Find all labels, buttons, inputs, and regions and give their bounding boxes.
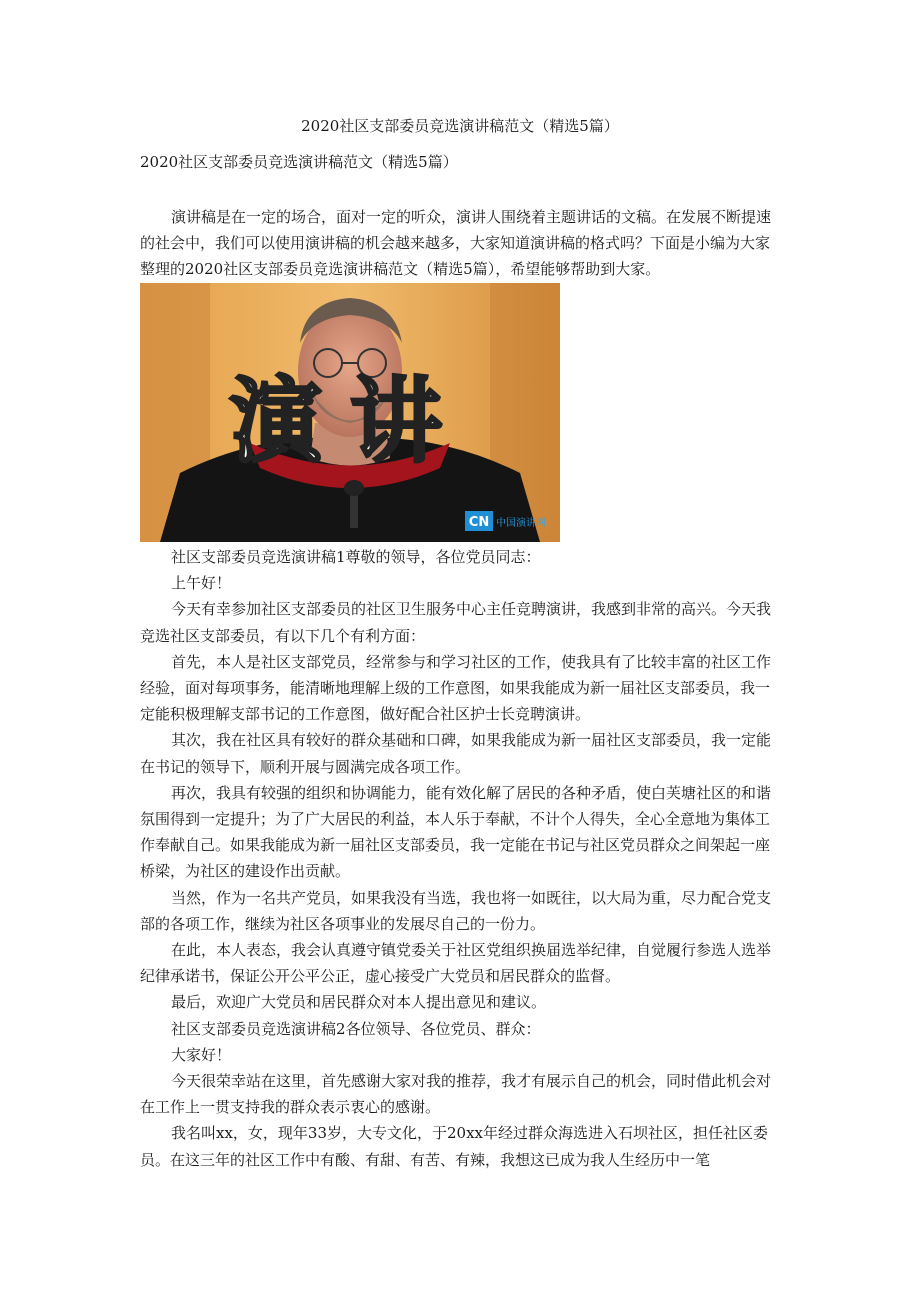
paragraph: 今天很荣幸站在这里，首先感谢大家对我的推荐，我才有展示自己的机会，同时借此机会对在工作上一贯支持我的群众表示衷心的感谢。	[140, 1072, 772, 1117]
paragraph: 当然，作为一名共产党员，如果我没有当选，我也将一如既往，以大局为重，尽力配合党支部的各项工作，继续为社区各项事业的发展尽自己的一份力。	[140, 888, 772, 933]
overlay-title: 演讲	[229, 368, 471, 475]
paragraph: 社区支部委员竞选演讲稿1尊敬的领导，各位党员同志：	[171, 548, 541, 566]
body-text	[140, 544, 780, 1173]
paragraph: 其次，我在社区具有较好的群众基础和口碑，如果我能成为新一届社区支部委员，我一定能在书记的领导下，顺利开展与圆满完成各项工作。	[140, 731, 772, 776]
document-title: 2020社区支部委员竞选演讲稿范文（精选5篇）	[301, 117, 619, 135]
document-subtitle: 2020社区支部委员竞选演讲稿范文（精选5篇）	[140, 153, 458, 171]
speech-photo	[140, 283, 560, 542]
paragraph: 首先，本人是社区支部党员，经常参与和学习社区的工作，使我具有了比较丰富的社区工作经验，面对每项事务，能清晰地理解上级的工作意图，如果我能成为新一届社区支部委员，我一定能积极理解支部书记的工作意图，做好配合社区护士长竞聘演讲。	[140, 652, 772, 724]
paragraph: 我名叫xx，女，现年33岁，大专文化，于20xx年经过群众海选进入石坝社区，担任社区委员。在这三年的社区工作中有酸、有甜、有苦、有辣，我想这已成为我人生经历中一笔	[140, 1124, 769, 1169]
paragraph: 大家好！	[171, 1045, 232, 1064]
paragraph: 最后，欢迎广大党员和居民群众对本人提出意见和建议。	[171, 993, 547, 1012]
logo-text: CN	[468, 515, 490, 530]
paragraph: 在此，本人表态，我会认真遵守镇党委关于社区党组织换届选举纪律，自觉履行参选人选举纪律承诺书，保证公开公平公正，虚心接受广大党员和居民群众的监督。	[140, 941, 772, 986]
logo-subtext: 中国演讲网	[496, 518, 546, 529]
paragraph: 社区支部委员竞选演讲稿2各位领导、各位党员、群众：	[171, 1019, 541, 1038]
paragraph: 今天有幸参加社区支部委员的社区卫生服务中心主任竞聘演讲，我感到非常的高兴。今天我竞选社区支部委员，有以下几个有利方面：	[140, 600, 772, 645]
paragraph: 上午好！	[171, 574, 232, 593]
intro-paragraph: 演讲稿是在一定的场合，面对一定的听众，演讲人围绕着主题讲话的文稿。在发展不断提速的社会中，我们可以使用演讲稿的机会越来越多，大家知道演讲稿的格式吗？下面是小编为大家整理的2020社区支部委员竞选演讲稿范文（精选5篇），希望能够帮助到大家。	[140, 208, 772, 278]
paragraph: 再次，我具有较强的组织和协调能力，能有效化解了居民的各种矛盾，使白芙塘社区的和谐氛围得到一定提升；为了广大居民的利益，本人乐于奉献，不计个人得失，全心全意地为集体工作奉献自己。如果我能成为新一届社区支部委员，我一定能在书记与社区党员群众之间架起一座桥梁，为社区的建设作出贡献。	[140, 783, 772, 881]
